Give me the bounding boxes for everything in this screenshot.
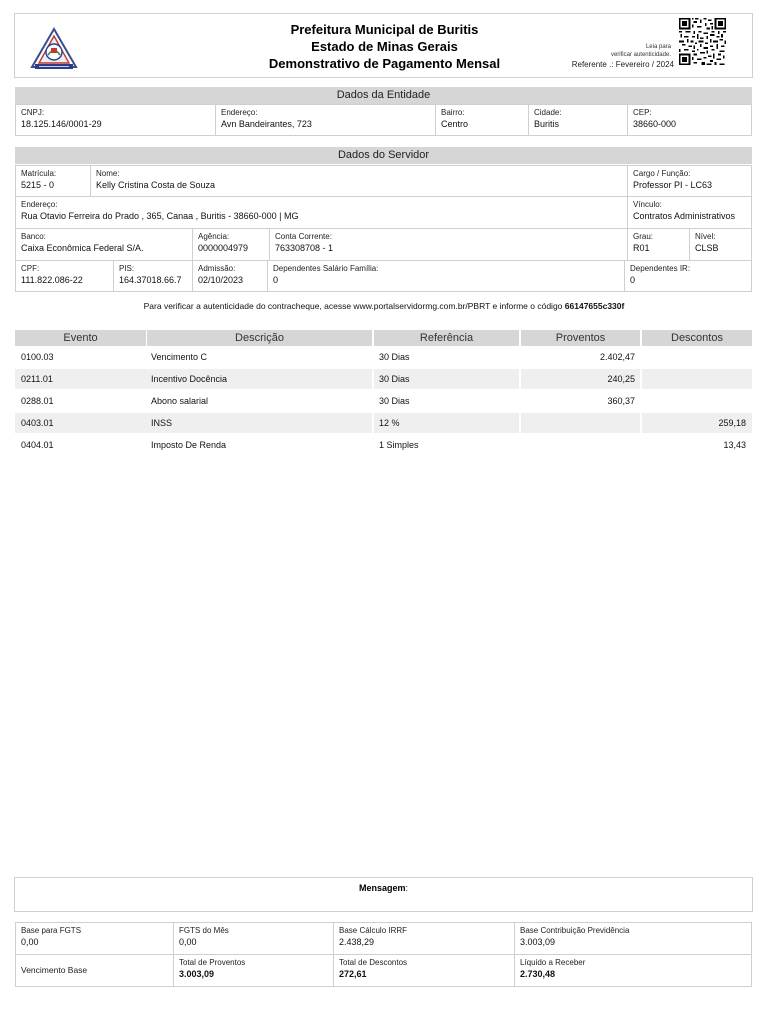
row-evento: 0288.01: [21, 396, 54, 406]
pis-label: PIS:: [119, 264, 135, 273]
section-dados-entidade: Dados da Entidade: [15, 87, 752, 104]
cep-label: CEP:: [633, 108, 652, 117]
entidade-endereco-cell: [215, 104, 436, 136]
row-descricao: Vencimento C: [151, 352, 208, 362]
row-referencia: 12 %: [379, 418, 400, 428]
table-row: [15, 369, 752, 389]
table-row: [15, 347, 752, 367]
col-header-referencia: Referência: [374, 330, 519, 346]
base-previdencia-label: Base Contribuição Previdência: [520, 926, 630, 935]
fgts-mes-cell: [173, 922, 334, 955]
liquido-receber-value: 2.730,48: [520, 969, 556, 979]
servidor-endereco-label: Endereço:: [21, 200, 58, 209]
row-referencia: 1 Simples: [379, 440, 419, 450]
servidor-endereco-cell: [15, 196, 628, 229]
vencimento-base-label: Vencimento Base: [21, 965, 88, 975]
bairro-value: Centro: [441, 119, 469, 129]
total-descontos-value: 272,61: [339, 969, 367, 979]
row-referencia: 30 Dias: [379, 374, 410, 384]
nivel-cell: [689, 228, 752, 261]
grau-value: R01: [633, 243, 650, 253]
matricula-cell: [15, 165, 91, 197]
cep-cell: [627, 104, 752, 136]
row-descontos: 13,43: [723, 440, 746, 450]
cnpj-cell: [15, 104, 216, 136]
grau-cell: [627, 228, 690, 261]
agencia-value: 0000004979: [198, 243, 249, 253]
col-header-evento: Evento: [15, 330, 146, 346]
row-descontos: 259,18: [718, 418, 746, 428]
liquido-receber-label: Líquido a Receber: [520, 958, 586, 967]
row-evento: 0403.01: [21, 418, 54, 428]
qr-hint-line-1: Leia para: [645, 44, 671, 50]
base-fgts-label: Base para FGTS: [21, 926, 82, 935]
agencia-label: Agência:: [198, 232, 230, 241]
authenticity-instructions: [0, 301, 768, 311]
cpf-cell: [15, 260, 114, 292]
servidor-endereco-value: Rua Otavio Ferreira do Prado , 365, Canaa , Buritis - 38660-000 | MG: [21, 211, 299, 221]
dep-ir-value: 0: [630, 275, 636, 285]
pis-value: 164.37018.66.7: [119, 275, 182, 285]
base-fgts-value: 0,00: [21, 937, 39, 947]
base-irrf-value: 2.438,29: [339, 937, 375, 947]
matricula-value: 5215 - 0: [21, 180, 55, 190]
message-label-text: Mensagem: [358, 883, 406, 893]
base-irrf-cell: [333, 922, 515, 955]
authenticity-code[interactable]: 66147655c330f: [564, 301, 625, 311]
table-row: [15, 391, 752, 411]
entidade-endereco-value: Avn Bandeirantes, 723: [221, 119, 312, 129]
dep-ir-label: Dependentes IR:: [630, 264, 691, 273]
row-referencia: 30 Dias: [379, 352, 410, 362]
admissao-cell: [192, 260, 268, 292]
total-descontos-cell: [333, 954, 515, 987]
message-box: [14, 877, 753, 912]
nome-value: Kelly Cristina Costa de Souza: [96, 180, 216, 190]
cpf-label: CPF:: [21, 264, 40, 273]
banco-label: Banco:: [21, 232, 46, 241]
cidade-label: Cidade:: [534, 108, 562, 117]
dep-salario-familia-label: Dependentes Salário Família:: [273, 264, 379, 273]
qr-hint-line-2: verificar autenticidade.: [610, 52, 671, 58]
grau-label: Grau:: [633, 232, 654, 241]
base-fgts-cell: [15, 922, 174, 955]
row-proventos: 2.402,47: [599, 352, 635, 362]
prefeitura-title: Prefeitura Municipal de Buritis: [290, 22, 479, 37]
message-label: Mensagem:: [358, 883, 409, 893]
total-proventos-label: Total de Proventos: [179, 958, 246, 967]
conta-value: 763308708 - 1: [275, 243, 334, 253]
authenticity-text: Para verificar a autenticidade do contracheque, acesse www.portalservidormg.com.br/PBRT e informe o código: [143, 301, 563, 311]
estado-title: Estado de Minas Gerais: [311, 39, 458, 54]
bairro-label: Bairro:: [441, 108, 465, 117]
qr-hint: [611, 43, 671, 59]
conta-label: Conta Corrente:: [275, 232, 332, 241]
row-descricao: Incentivo Docência: [151, 374, 228, 384]
banco-cell: [15, 228, 193, 261]
table-row: [15, 413, 752, 433]
pis-cell: [113, 260, 193, 292]
admissao-label: Admissão:: [198, 264, 236, 273]
matricula-label: Matrícula:: [21, 169, 57, 178]
row-descricao: Abono salarial: [151, 396, 209, 406]
col-header-descontos: Descontos: [642, 330, 752, 346]
base-previdencia-value: 3.003,09: [520, 937, 556, 947]
cargo-label: Cargo / Função:: [633, 169, 691, 178]
nivel-value: CLSB: [695, 243, 719, 253]
nivel-label: Nível:: [695, 232, 716, 241]
cep-value: 38660-000: [633, 119, 677, 129]
cidade-value: Buritis: [534, 119, 560, 129]
admissao-value: 02/10/2023: [198, 275, 244, 285]
row-proventos: 360,37: [607, 396, 635, 406]
base-previdencia-cell: [514, 922, 752, 955]
fgts-mes-label: FGTS do Mês: [179, 926, 229, 935]
nome-label: Nome:: [96, 169, 120, 178]
cnpj-value: 18.125.146/0001-29: [21, 119, 102, 129]
row-evento: 0404.01: [21, 440, 54, 450]
col-header-descricao: Descrição: [147, 330, 372, 346]
row-evento: 0211.01: [21, 374, 53, 384]
qr-code-icon[interactable]: [679, 18, 726, 65]
dep-ir-cell: [624, 260, 752, 292]
nome-cell: [90, 165, 628, 197]
reference-period: Referente .: Fevereiro / 2024: [571, 60, 674, 69]
entidade-endereco-label: Endereço:: [221, 108, 258, 117]
vencimento-base-cell: [15, 954, 174, 987]
row-evento: 0100.03: [21, 352, 54, 362]
dep-salario-familia-value: 0: [273, 275, 279, 285]
total-proventos-value: 3.003,09: [179, 969, 215, 979]
conta-cell: [269, 228, 628, 261]
total-proventos-cell: [173, 954, 334, 987]
total-descontos-label: Total de Descontos: [339, 958, 408, 967]
row-proventos: 240,25: [607, 374, 635, 384]
liquido-receber-cell: [514, 954, 752, 987]
vinculo-value: Contratos Administrativos: [633, 211, 736, 221]
base-irrf-label: Base Cálculo IRRF: [339, 926, 408, 935]
document-title: Demonstrativo de Pagamento Mensal: [268, 56, 501, 71]
cnpj-label: CNPJ:: [21, 108, 45, 117]
bairro-cell: [435, 104, 529, 136]
cargo-cell: [627, 165, 752, 197]
fgts-mes-value: 0,00: [179, 937, 197, 947]
dep-salario-familia-cell: [267, 260, 625, 292]
row-descricao: INSS: [151, 418, 173, 428]
table-row: [15, 435, 752, 455]
col-header-proventos: Proventos: [521, 330, 640, 346]
document-header: [14, 13, 753, 78]
agencia-cell: [192, 228, 270, 261]
vinculo-label: Vínculo:: [633, 200, 662, 209]
row-descricao: Imposto De Renda: [151, 440, 227, 450]
cpf-value: 111.822.086-22: [21, 275, 83, 285]
cidade-cell: [528, 104, 628, 136]
row-referencia: 30 Dias: [379, 396, 410, 406]
vinculo-cell: [627, 196, 752, 229]
banco-value: Caixa Econômica Federal S/A.: [21, 243, 144, 253]
cargo-value: Professor PI - LC63: [633, 180, 713, 190]
section-dados-servidor: Dados do Servidor: [15, 147, 752, 164]
